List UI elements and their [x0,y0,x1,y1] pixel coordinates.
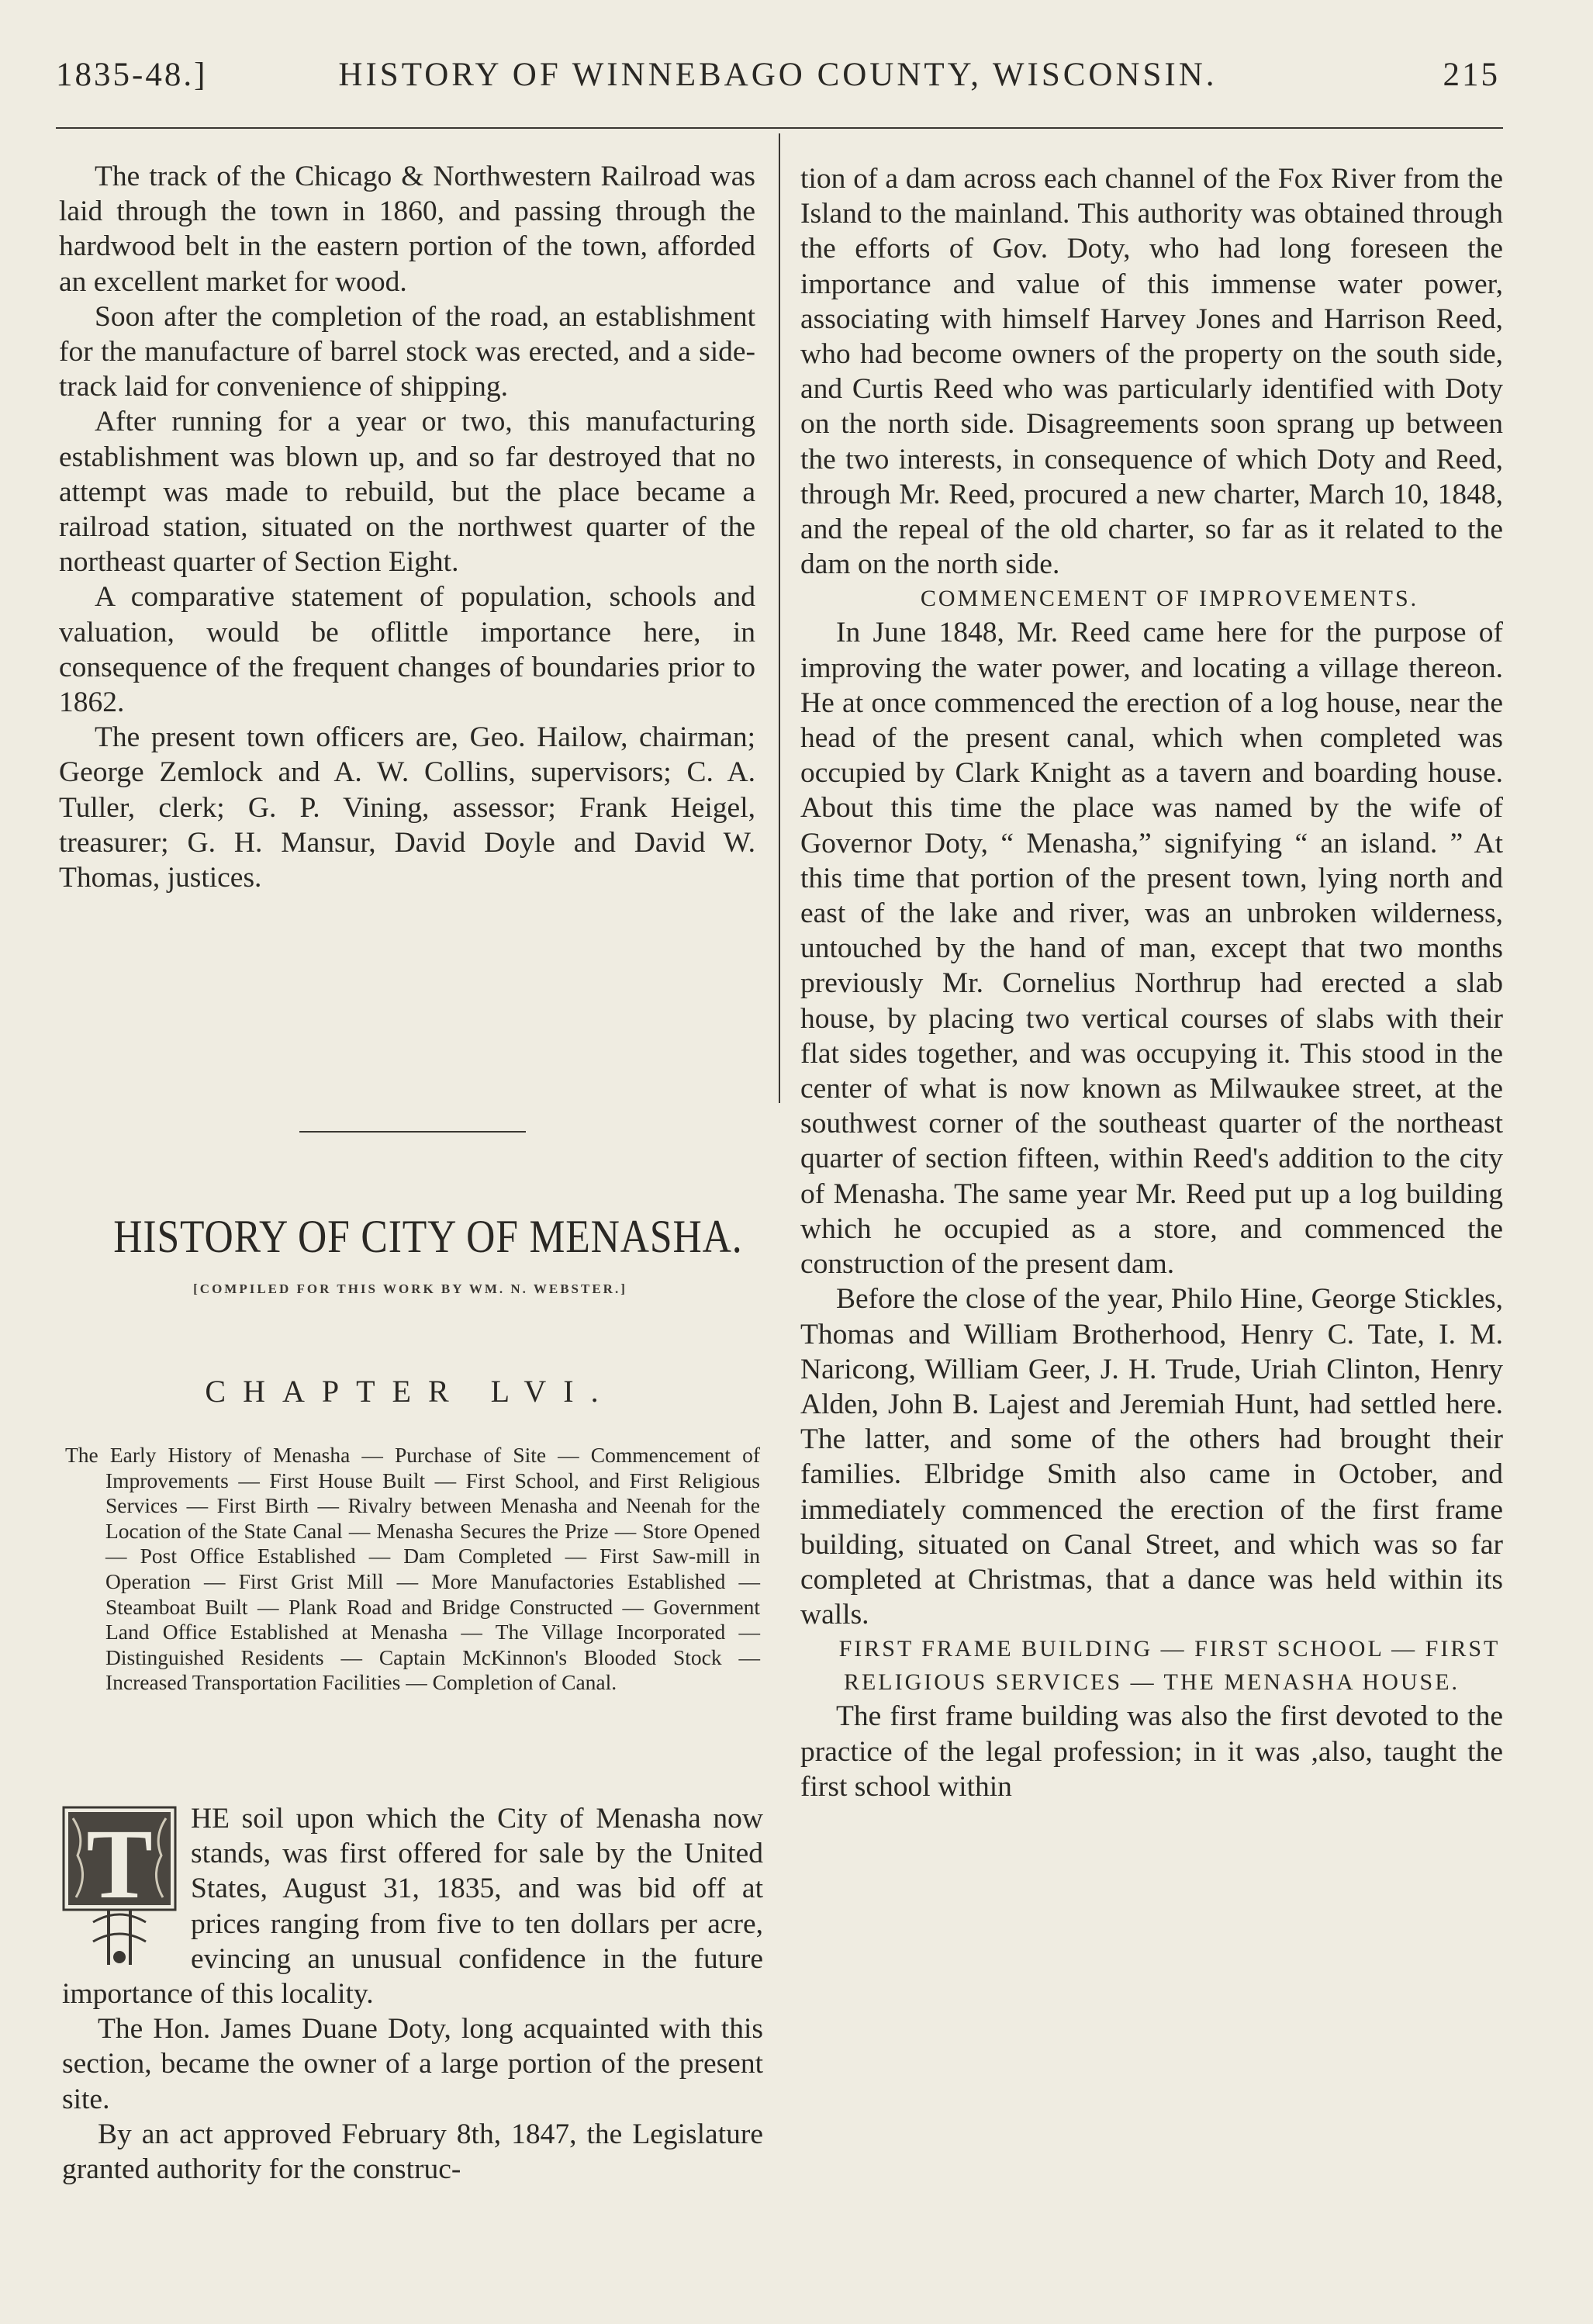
column-divider [779,133,780,1103]
paragraph: The present town officers are, Geo. Hailow, chairman; George Zemlock and A. W. Collins, supervisors; C. A. Tuller, clerk; G. P. Vining, assessor; Frank Heigel, treasurer; G. H. Mansur, David Doyle and David W. Thomas, justices. [59,721,755,894]
paragraph: After running for a year or two, this manufacturing establishment was blown up, and so far destroyed that no attempt was made to rebuild, but the place became a railroad station, situated on the northwest quarter of the northeast quarter of Section Eight. [59,406,755,579]
paragraph: A comparative statement of population, schools and valuation, would be oflittle importance here, in consequence of the frequent changes of boundaries prior to 1862. [59,581,755,719]
paragraph: In June 1848, Mr. Reed came here for the purpose of improving the water power, and locating a village thereon. He at once commenced the erection of a log house, near the head of the present canal, which when completed was occupied by Clark Knight as a tavern and boarding house. About this time the place was named by the wife of Governor Doty, “ Menasha,” signifying “ an island. ” At this time that portion of the present town, lying north and east of the lake and river, was an unbroken wilderness, untouched by the hand of man, except that two months previously Mr. Cornelius Northrup had erected a slab house, by placing two vertical courses of slabs with their flat sides together, and was occupying it. This stood in the center of what is now known as Milwaukee street, at the southwest corner of the southeast quarter of the northeast quarter of section fifteen, within Reed's addition to the city of Menasha. The same year Mr. Reed put up a log building which he occupied as a store, and commenced the construction of the present dam. [800,617,1503,1281]
chapter-title: HISTORY OF CITY OF MENASHA. [113,1211,743,1262]
header-years: 1835-48.] [56,57,208,93]
header-rule [56,127,1503,129]
paragraph: tion of a dam across each channel of the Fox River from the Island to the mainland. This authority was obtained through the efforts of Gov. Doty, who had long foreseen the importance and value of this immense water power, associating with himself Harvey Jones and Harrison Reed, who had become owners of the property on the south side, and Curtis Reed who was particularly identified with Doty on the north side. Disagreements soon sprang up between the two interests, in consequence of which Doty and Reed, through Mr. Reed, procured a new charter, March 10, 1848, and the repeal of the old charter, so far as it related to the dam on the north side. [800,163,1503,581]
header-title: HISTORY OF WINNEBAGO COUNTY, WISCONSIN. [338,57,1218,93]
section-divider [299,1131,526,1133]
page-number: 215 [1443,57,1500,93]
chapter-number: CHAPTER LVI. [205,1374,616,1409]
dropcap-letter: T [86,1809,153,1919]
paragraph: By an act approved February 8th, 1847, the Legislature granted authority for the construc- [62,2118,763,2186]
paragraph: The first frame building was also the first devoted to the practice of the legal profession; in it was ,also, taught the first school within [800,1700,1503,1803]
paragraph: The Hon. James Duane Doty, long acquainted with this section, became the owner of a large portion of the present site. [62,2013,763,2115]
left-column-bottom [62,1801,763,2187]
paragraph: Soon after the completion of the road, an establishment for the manufacture of barrel stock was erected, and a side-track laid for convenience of shipping. [59,300,755,403]
ornamental-initial-t-icon [62,1806,177,1969]
compiled-note: [COMPILED FOR THIS WORK BY WM. N. WEBSTER.] [193,1281,627,1296]
paragraph: Before the close of the year, Philo Hine, George Stickles, Thomas and William Brotherhood, Henry C. Tate, I. M. Naricong, William Geer, J. H. Trude, Uriah Clinton, Henry Alden, John B. Lajest and Jeremiah Hunt, had settled here. The latter, and some of the others had brought their families. Elbridge Smith also came in October, and immediately commenced the erection of the first frame building, situated on Canal Street, and which was so far completed at Christmas, that a dance was held within its walls. [800,1283,1503,1631]
section-subhead: FIRST FRAME BUILDING — FIRST SCHOOL — FIRST RELIGIOUS SERVICES — THE MENASHA HOUSE. [838,1636,1501,1696]
chapter-synopsis: The Early History of Menasha — Purchase of Site — Commencement of Improvements — First House Built — First School, and First Religious Services — First Birth — Rivalry between Menasha and Neenah for the Location of the State Canal — Menasha Secures the Prize — Store Opened — Post Office Established — Dam Completed — First Saw-mill in Operation — First Grist Mill — More Manufactories Established — Steamboat Built — Plank Road and Bridge Constructed — Government Land Office Established at Menasha — The Village Incorporated — Distinguished Residents — Captain McKinnon's Blooded Stock — Increased Transportation Facilities — Completion of Canal. [65,1443,760,1695]
right-column [800,161,1503,1804]
section-subhead: COMMENCEMENT OF IMPROVEMENTS. [920,586,1419,612]
running-header [56,56,1500,102]
opening-text: HE soil upon which the City of Menasha now stands, was first offered for sale by the United States, August 31, 1835, and was bid off at prices ranging from five to ten dollars per acre, evincing an unusual confidence in the future importance of this locality. [62,1803,763,2011]
left-column-top [59,159,755,895]
paragraph: The track of the Chicago & Northwestern Railroad was laid through the town in 1860, and passing through the hardwood belt in the eastern portion of the town, afforded an excellent market for wood. [59,161,755,298]
